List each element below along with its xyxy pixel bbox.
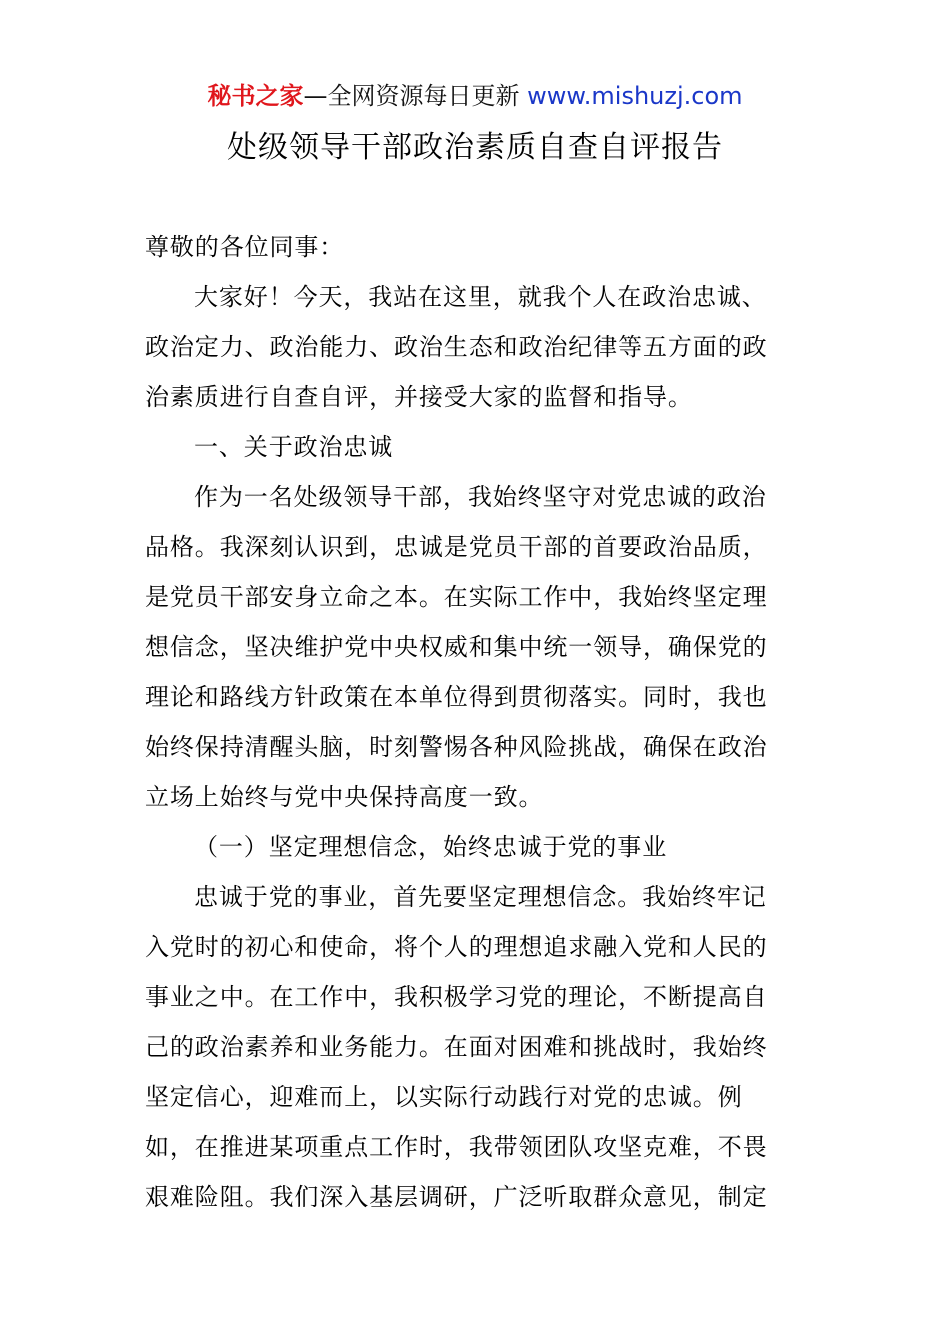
text-line: 政治定力、政治能力、政治生态和政治纪律等五方面的政: [145, 333, 768, 361]
text-line: 品格。我深刻认识到，忠诚是党员干部的首要政治品质，: [145, 533, 768, 561]
text-line: 理论和路线方针政策在本单位得到贯彻落实。同时，我也: [145, 683, 768, 711]
subsection-heading: [145, 822, 810, 872]
text-line: 事业之中。在工作中，我积极学习党的理论，不断提高自: [145, 983, 768, 1011]
text-line: 如，在推进某项重点工作时，我带领团队攻坚克难，不畏: [145, 1133, 768, 1161]
text-line: 立场上始终与党中央保持高度一致。: [145, 783, 544, 811]
text-line: 艰难险阻。我们深入基层调研，广泛听取群众意见，制定: [145, 1183, 768, 1211]
text-line: 作为一名处级领导干部，我始终坚守对党忠诚的政治: [194, 483, 767, 511]
text-line: 坚定信心，迎难而上，以实际行动践行对党的忠诚。例: [145, 1083, 743, 1111]
text-line: 大家好！今天，我站在这里，就我个人在政治忠诚、: [194, 283, 767, 311]
section-heading: [145, 422, 810, 472]
salutation: [145, 222, 810, 272]
text-line: 治素质进行自查自评，并接受大家的监督和指导。: [145, 383, 693, 411]
document-title: 处级领导干部政治素质自查自评报告: [227, 130, 723, 165]
site-header: [0, 80, 950, 112]
subsection-paragraph: [145, 872, 810, 1222]
section-paragraph: [145, 472, 810, 822]
text-line: 入党时的初心和使命，将个人的理想追求融入党和人民的: [145, 933, 768, 961]
text-line: 想信念，坚决维护党中央权威和集中统一领导，确保党的: [145, 633, 768, 661]
intro-paragraph: [145, 272, 810, 422]
site-brand: 秘书之家: [207, 82, 304, 110]
document-body: [145, 222, 810, 1222]
text-line: 是党员干部安身立命之本。在实际工作中，我始终坚定理: [145, 583, 768, 611]
text-line: 己的政治素养和业务能力。在面对困难和挑战时，我始终: [145, 1033, 768, 1061]
site-tagline: —全网资源每日更新: [303, 82, 528, 110]
text-line: 忠诚于党的事业，首先要坚定理想信念。我始终牢记: [194, 883, 767, 911]
text-line: 一、关于政治忠诚: [194, 433, 394, 461]
text-line: 尊敬的各位同事：: [145, 233, 345, 261]
site-url-link[interactable]: www.mishuzj.com: [527, 82, 743, 110]
text-line: （一）坚定理想信念，始终忠诚于党的事业: [194, 833, 668, 861]
text-line: 始终保持清醒头脑，时刻警惕各种风险挑战，确保在政治: [145, 733, 768, 761]
